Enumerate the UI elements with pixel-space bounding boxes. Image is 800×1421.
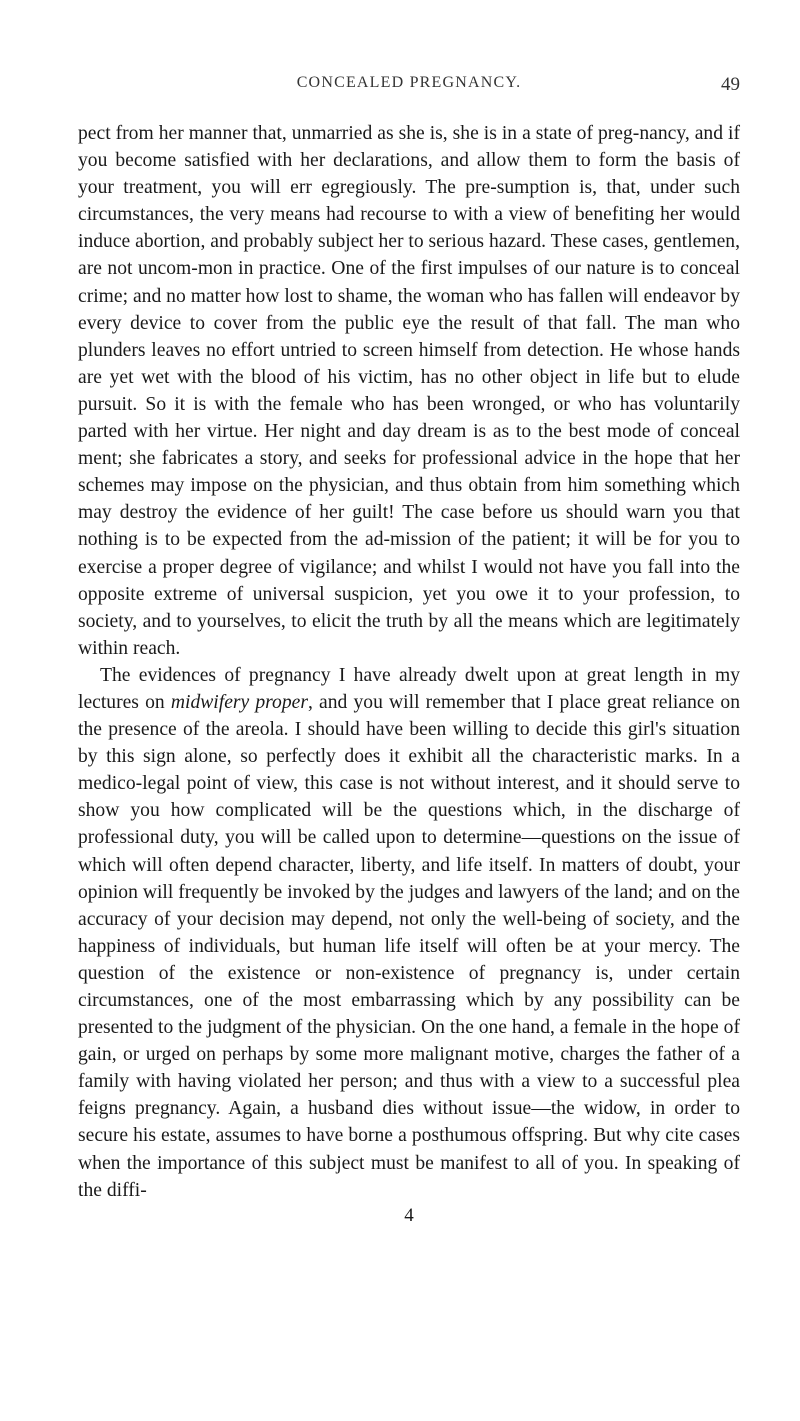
- body-text: [78, 120, 740, 1228]
- printer-signature-mark: 4: [404, 1204, 414, 1226]
- running-title: CONCEALED PREGNANCY.: [296, 74, 522, 91]
- paragraph-2-text-a: The evidences of pregnancy I have already dwelt upon at great length in my lectures on: [78, 664, 740, 713]
- page-number: 49: [721, 74, 740, 95]
- italic-phrase-midwifery: midwifery proper: [170, 691, 308, 713]
- book-page: [78, 74, 740, 1228]
- running-header: [78, 74, 740, 104]
- paragraph-2-text-b: , and you will remember that I place great reliance on the presence of the areola. I should have been willing to decide this girl's situation by this sign alone, so perfectly does it exhibit all the characteristic marks. In a medico-legal point of view, this case is not without interest, and it should serve to show you how complicated will be the questions which, in the discharge of professional duty, you will be called upon to determine—questions on the issue of which will often depend character, liberty, and life itself. In matters of doubt, your opinion will frequently be invoked by the judges and lawyers of the land; and on the accuracy of your decision may depend, not only the well-being of society, and the happiness of individuals, but human life itself will often be at your mercy. The question of the existence or non-existence of pregnancy is, under certain circumstances, one of the most embarrassing which by any possibility can be presented to the judgment of the physician. On the one hand, a female in the hope of gain, or urged on perhaps by some more malignant motive, charges the father of a family with having violated her person; and thus with a view to a successful plea feigns pregnancy. Again, a husband dies without issue—the widow, in order to secure his estate, assumes to have borne a posthumous offspring. But why cite cases when the importance of this subject must be manifest to all of you. In speaking of the diffi-: [78, 691, 741, 1201]
- paragraph-1: [78, 120, 740, 662]
- paragraph-1-text: pect from her manner that, unmarried as she is, she is in a state of preg-nancy, and if you become satisfied with her declarations, and allow them to form the basis of your treatment, you will err egregiously. The pre-sumption is, that, under such circumstances, the very means had recourse to with a view of benefiting her would induce abortion, and probably subject her to serious hazard. These cases, gentlemen, are not uncom-mon in practice. One of the first impulses of our nature is to conceal crime; and no matter how lost to shame, the woman who has fallen will endeavor by every device to cover from the public eye the result of that fall. The man who plunders leaves no effort untried to screen himself from detection. He whose hands are yet wet with the blood of his victim, has no other object in life but to elude pursuit. So it is with the female who has been wronged, or who has voluntarily parted with her virtue. Her night and day dream is as to the best mode of conceal ment; she fabricates a story, and seeks for professional advice in the hope that her schemes may impose on the physician, and thus obtain from him something which may destroy the evidence of her guilt! The case before us should warn you that nothing is to be expected from the ad-mission of the patient; it will be for you to exercise a proper degree of vigilance; and whilst I would not have you fall into the opposite extreme of universal suspicion, yet you owe it to your profession, to society, and to yourselves, to elicit the truth by all the means which are legitimately within reach.: [78, 123, 740, 659]
- paragraph-2: [78, 662, 740, 1204]
